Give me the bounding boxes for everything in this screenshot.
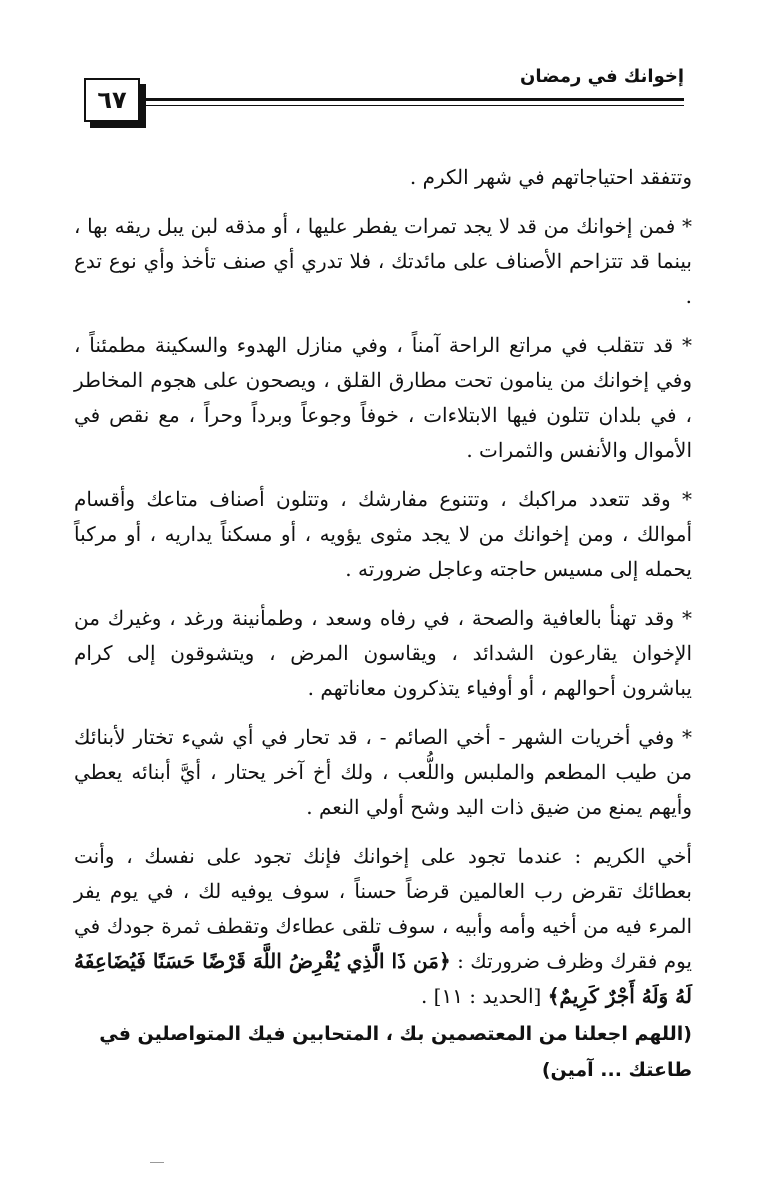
paragraph-2: * فمن إخوانك من قد لا يجد تمرات يفطر عليها ، أو مذقه لبن يبل ريقه بها ، بينما قد تتزاحم الأصناف على مائدتك ، فلا تدري أي صنف تأخذ وأي نوع تدع .	[74, 214, 692, 308]
verse-citation: [الحديد : ١١] .	[420, 984, 542, 1008]
header-rule-thin	[146, 105, 684, 106]
quran-verse: ﴿مَن ذَا الَّذِي يُقْرِضُ اللَّهَ قَرْضًا حَسَنًا فَيُضَاعِفَهُ لَهُ وَلَهُ أَجْرٌ كَرِيمٌ﴾	[74, 949, 692, 1008]
paragraph-1: وتتفقد احتياجاتهم في شهر الكرم .	[409, 165, 692, 189]
paragraph-4: * وقد تتعدد مراكبك ، وتتنوع مفارشك ، وتتلون أصناف متاعك وأقسام أموالك ، ومن إخوانك من لا يجد مثوى يؤويه ، أو مسكناً يداريه ، أو مركباً يحمله إلى مسيس حاجته وعاجل ضرورته .	[74, 487, 692, 581]
header-rule-thick	[146, 98, 684, 101]
paragraph-6: * وفي أخريات الشهر - أخي الصائم - ، قد تحار في أي شيء تختار لأبنائك من طيب المطعم والملبس واللُّعب ، ولك أخ آخر يحتار ، أيَّ أبنائه يعطي وأيهم يمنع من ضيق ذات اليد وشح أولي النعم .	[74, 725, 692, 819]
closing-prayer: (اللهم اجعلنا من المعتصمين بك ، المتحابين فيك المتواصلين في طاعتك ... آمين)	[99, 1023, 692, 1081]
running-title: إخوانك في رمضان	[519, 66, 684, 87]
footer-mark	[150, 1162, 164, 1163]
paragraph-3: * قد تتقلب في مراتع الراحة آمناً ، وفي منازل الهدوء والسكينة مطمئناً ، وفي إخوانك من ينامون تحت مطارق القلق ، ويصحون على هجوم المخاطر ، في بلدان تتلون فيها الابتلاءات ، خوفاً وجوعاً وبرداً وحراً ، مع نقص في الأموال والأنفس والثمرات .	[74, 333, 693, 462]
paragraph-5: * وقد تهنأ بالعافية والصحة ، في رفاه وسعد ، وطمأنينة ورغد ، وغيرك من الإخوان يقارعون الشدائد ، ويقاسون المرض ، ويتشوقون إلى كرام يباشرون أحوالهم ، أو أوفياء يتذكرون معاناتهم .	[74, 606, 692, 700]
page-header	[84, 62, 684, 134]
page-number: ٦٧	[84, 78, 140, 122]
page-body	[74, 160, 692, 1022]
paragraph-7	[74, 839, 692, 1014]
paragraph-7-text: أخي الكريم : عندما تجود على إخوانك فإنك تجود على نفسك ، وأنت بعطائك تقرض رب العالمين قرضاً حسناً ، سوف يوفيه لك ، في يوم يفر المرء فيه من أخيه وأمه وأبيه ، سوف تلقى عطاءك وتقطف ثمرة جودك في يوم فقرك وظرف ضرورتك :	[74, 844, 692, 973]
